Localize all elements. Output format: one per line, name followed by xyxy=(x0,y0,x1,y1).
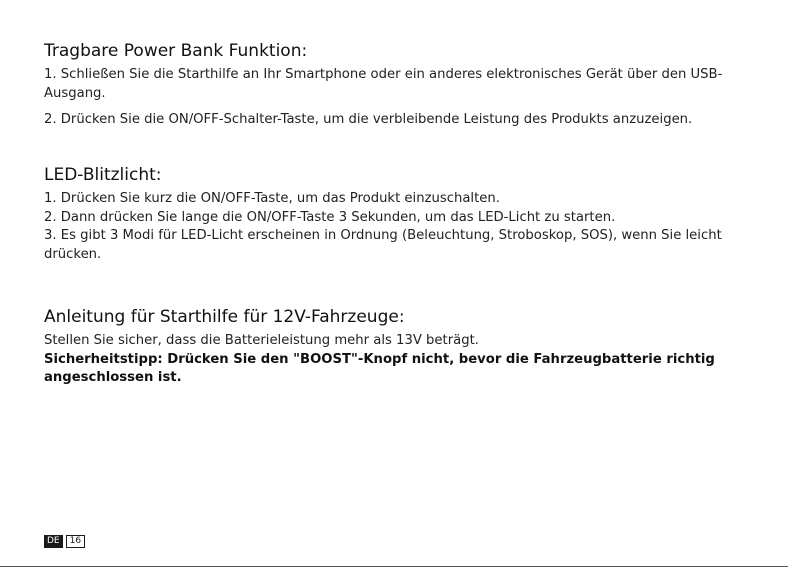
section-power-bank xyxy=(44,40,756,130)
paragraph: 1. Schließen Sie die Starthilfe an Ihr Smartphone oder ein anderes elektronisches Gerät über den USB-Ausgang. xyxy=(44,67,723,101)
safety-tip: Sicherheitstipp: Drücken Sie den "BOOST"-Knopf nicht, bevor die Fahrzeugbatterie richtig angeschlossen ist. xyxy=(44,351,715,385)
section-heading: Tragbare Power Bank Funktion: xyxy=(44,41,308,61)
paragraph: Stellen Sie sicher, dass die Batterieleistung mehr als 13V beträgt. xyxy=(44,333,479,348)
section-led-flashlight xyxy=(44,164,756,264)
paragraph: 3. Es gibt 3 Modi für LED-Licht erscheinen in Ordnung (Beleuchtung, Stroboskop, SOS), wenn Sie leicht drücken. xyxy=(44,228,722,262)
page-number: 16 xyxy=(66,535,85,548)
paragraph: 1. Drücken Sie kurz die ON/OFF-Taste, um das Produkt einzuschalten. xyxy=(44,191,500,206)
paragraph: 2. Dann drücken Sie lange die ON/OFF-Taste 3 Sekunden, um das LED-Licht zu starten. xyxy=(44,209,616,225)
paragraph: 2. Drücken Sie die ON/OFF-Schalter-Taste, um die verbleibende Leistung des Produkts anzuzeigen. xyxy=(44,112,693,127)
bottom-divider xyxy=(0,566,788,567)
section-heading: Anleitung für Starthilfe für 12V-Fahrzeuge: xyxy=(44,307,405,327)
section-jump-starter-guide xyxy=(44,306,756,388)
page-footer xyxy=(44,535,85,548)
language-badge: DE xyxy=(44,535,63,548)
section-heading: LED-Blitzlicht: xyxy=(44,165,162,185)
